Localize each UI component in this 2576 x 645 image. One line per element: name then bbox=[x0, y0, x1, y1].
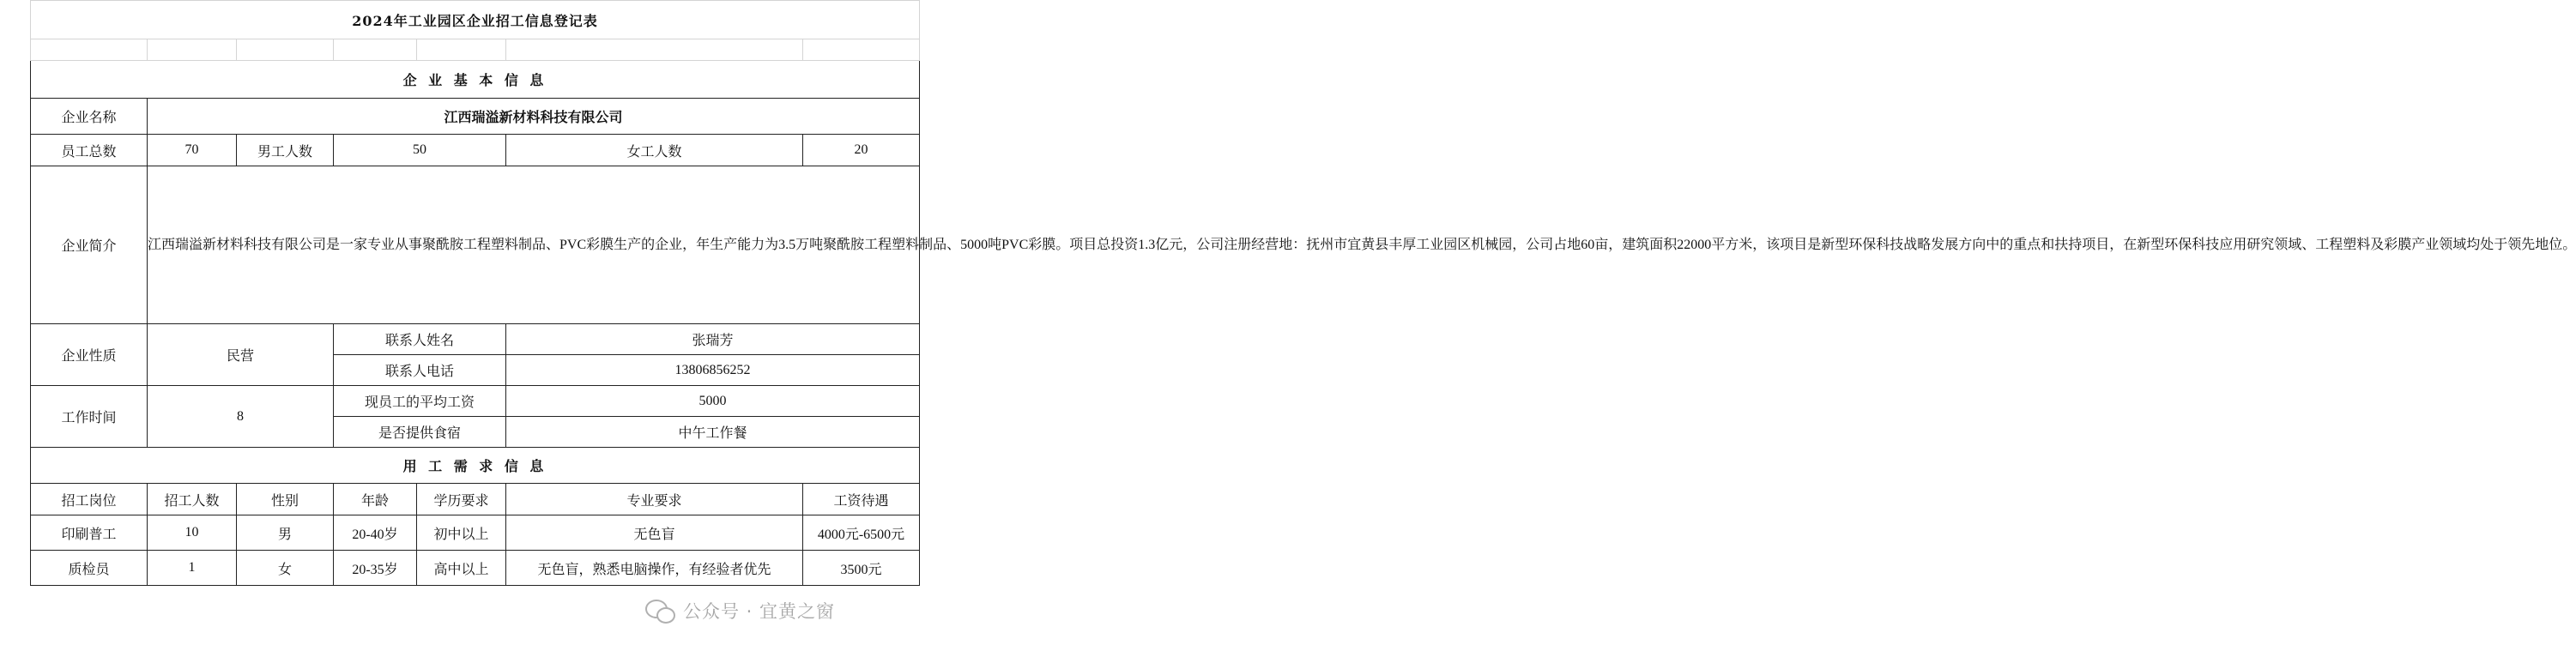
watermark-text: 公众号 · 宜黄之窗 bbox=[683, 601, 836, 622]
contact-phone-value: 13806856252 bbox=[506, 355, 920, 386]
job-salary: 4000元-6500元 bbox=[803, 515, 920, 551]
job-requirements: 无色盲，熟悉电脑操作，有经验者优先 bbox=[506, 551, 803, 586]
job-education: 高中以上 bbox=[417, 551, 506, 586]
job-header-gender: 性别 bbox=[237, 484, 334, 515]
job-salary: 3500元 bbox=[803, 551, 920, 586]
male-count-value: 50 bbox=[334, 135, 506, 166]
job-education: 初中以上 bbox=[417, 515, 506, 551]
demand-info-section-header: 用 工 需 求 信 息 bbox=[31, 448, 920, 484]
job-header-age: 年龄 bbox=[334, 484, 417, 515]
female-count-value: 20 bbox=[803, 135, 920, 166]
recruitment-form-table bbox=[30, 0, 2576, 586]
jobs-header-row bbox=[31, 484, 920, 515]
wechat-icon bbox=[645, 598, 676, 624]
job-requirements: 无色盲 bbox=[506, 515, 803, 551]
meals-label: 是否提供食宿 bbox=[334, 417, 506, 448]
avg-wage-value: 5000 bbox=[506, 386, 920, 417]
job-header-salary: 工资待遇 bbox=[803, 484, 920, 515]
male-count-label: 男工人数 bbox=[237, 135, 334, 166]
company-name-value: 江西瑞溢新材料科技有限公司 bbox=[148, 99, 920, 135]
table-row bbox=[31, 551, 920, 586]
job-gender: 男 bbox=[237, 515, 334, 551]
job-header-education: 学历要求 bbox=[417, 484, 506, 515]
work-hours-label: 工作时间 bbox=[31, 386, 148, 448]
contact-name-label: 联系人姓名 bbox=[334, 324, 506, 355]
basic-info-section-header: 企 业 基 本 信 息 bbox=[31, 61, 920, 99]
table-row bbox=[31, 515, 920, 551]
job-age: 20-40岁 bbox=[334, 515, 417, 551]
company-intro-text: 江西瑞溢新材料科技有限公司是一家专业从事聚酰胺工程塑料制品、PVC彩膜生产的企业，年生产能力为3.5万吨聚酰胺工程塑料制品、5000吨PVC彩膜。项目总投资1.3亿元，公司注册经营地：抚州市宜黄县丰厚工业园区机械园，公司占地60亩，建筑面积22000平方米，该项目是新型环保科技战略发展方向中的重点和扶持项目，在新型环保科技应用研究领域、工程塑料及彩膜产业领域均处于领先地位。 bbox=[148, 166, 920, 324]
meals-value: 中午工作餐 bbox=[506, 417, 920, 448]
avg-wage-label: 现员工的平均工资 bbox=[334, 386, 506, 417]
company-nature-value: 民营 bbox=[148, 324, 334, 386]
watermark bbox=[645, 595, 835, 626]
job-count: 1 bbox=[148, 551, 237, 586]
job-header-count: 招工人数 bbox=[148, 484, 237, 515]
job-position: 印刷普工 bbox=[31, 515, 148, 551]
female-count-label: 女工人数 bbox=[506, 135, 803, 166]
work-hours-value: 8 bbox=[148, 386, 334, 448]
job-age: 20-35岁 bbox=[334, 551, 417, 586]
staff-total-value: 70 bbox=[148, 135, 237, 166]
contact-name-value: 张瑞芳 bbox=[506, 324, 920, 355]
company-intro-label: 企业简介 bbox=[31, 166, 148, 324]
staff-total-label: 员工总数 bbox=[31, 135, 148, 166]
job-position: 质检员 bbox=[31, 551, 148, 586]
contact-phone-label: 联系人电话 bbox=[334, 355, 506, 386]
company-nature-label: 企业性质 bbox=[31, 324, 148, 386]
job-count: 10 bbox=[148, 515, 237, 551]
job-header-requirements: 专业要求 bbox=[506, 484, 803, 515]
job-gender: 女 bbox=[237, 551, 334, 586]
company-name-label: 企业名称 bbox=[31, 99, 148, 135]
job-header-position: 招工岗位 bbox=[31, 484, 148, 515]
blank-spacer-row bbox=[31, 39, 920, 61]
page-title: 2024年工业园区企业招工信息登记表 bbox=[31, 1, 920, 39]
